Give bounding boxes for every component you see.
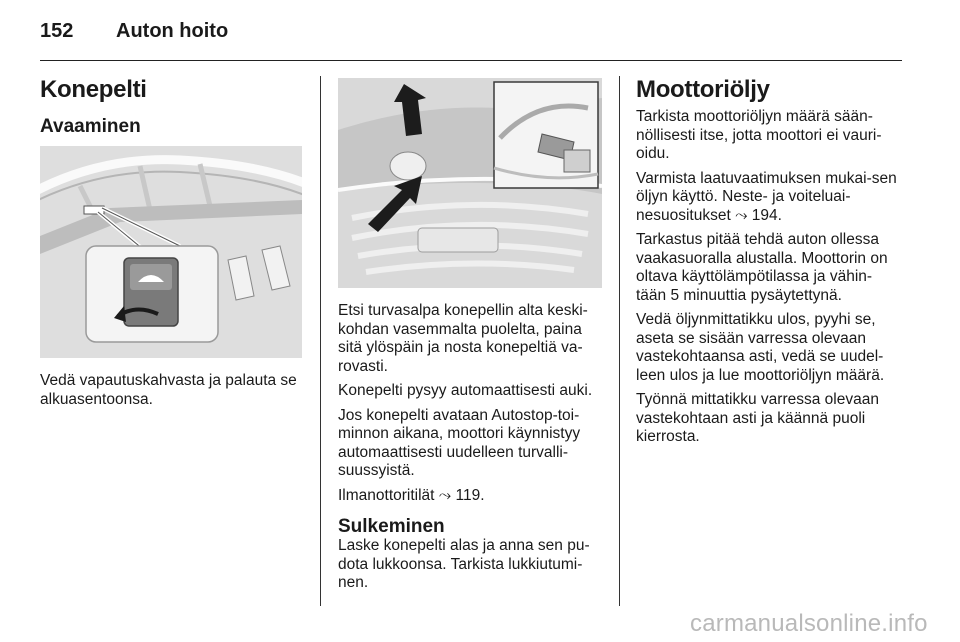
paragraph-check-conditions: Tarkastus pitää tehdä auton ollessa vaakasuoralla alustalla. Moottorin on oltava käyttölämpötilassa ja vähin-tään 5 minuuttia pysäytettynä. bbox=[636, 231, 888, 304]
paragraph-dipstick-reading: Vedä öljynmittatikku ulos, pyyhi se, aseta se sisään varressa olevaan vastekohtaansa asti, vedä se uudel-leen ulos ja lue moottoriöljyn määrä. bbox=[636, 311, 885, 384]
header-rule bbox=[40, 60, 902, 61]
paragraph-autostop-warning: Jos konepelti avataan Autostop-toi-minnon aikana, moottori käynnistyy automaattisesti uudelleen turvalli-suussyistä. bbox=[338, 406, 581, 479]
page-header-title: Auton hoito bbox=[116, 20, 229, 42]
paragraph-oil-quality: Varmista laatuvaatimuksen mukai-sen öljyn käyttö. Neste- ja voiteluai-nesuositukset ⤳ 194. bbox=[636, 169, 897, 224]
paragraph-air-intake-reference: Ilmanottoritilät ⤳ 119. bbox=[338, 486, 485, 504]
column2-text bbox=[338, 302, 610, 593]
watermark-text: carmanualsonline.info bbox=[690, 610, 928, 637]
page-number: 152 bbox=[40, 20, 74, 42]
paragraph-oil-check: Tarkista moottoriöljyn määrä sään-nöllisesti itse, jotta moottori ei vauri-oidu. bbox=[636, 108, 882, 162]
paragraph-bonnet-stays-open: Konepelti pysyy automaattisesti auki. bbox=[338, 382, 593, 399]
column-divider-1 bbox=[320, 76, 321, 606]
paragraph-safety-catch: Etsi turvasalpa konepellin alta keski-kohdan vasemmalta puolelta, paina sitä ylöspäin ja nosta konepeltiä va-rovasti. bbox=[338, 302, 588, 375]
subheading-sulkeminen: Sulkeminen bbox=[338, 516, 445, 537]
column3-text bbox=[636, 108, 902, 447]
section-title-konepelti: Konepelti bbox=[40, 76, 147, 103]
paragraph-release-handle: Vedä vapautuskahvasta ja palauta se alkuasentoonsa. bbox=[40, 372, 297, 408]
column-divider-2 bbox=[619, 76, 620, 606]
paragraph-closing: Laske konepelti alas ja anna sen pu-dota lukkoonsa. Tarkista lukkiutumi-nen. bbox=[338, 537, 590, 591]
section-title-moottorioljy: Moottoriöljy bbox=[636, 76, 770, 103]
figure-release-handle bbox=[40, 146, 302, 358]
paragraph-dipstick-insert: Työnnä mittatikku varressa olevaan vastekohtaan asti ja käännä puoli kierrosta. bbox=[636, 391, 879, 445]
subheading-avaaminen: Avaaminen bbox=[40, 116, 141, 137]
figure-safety-catch bbox=[338, 78, 602, 288]
